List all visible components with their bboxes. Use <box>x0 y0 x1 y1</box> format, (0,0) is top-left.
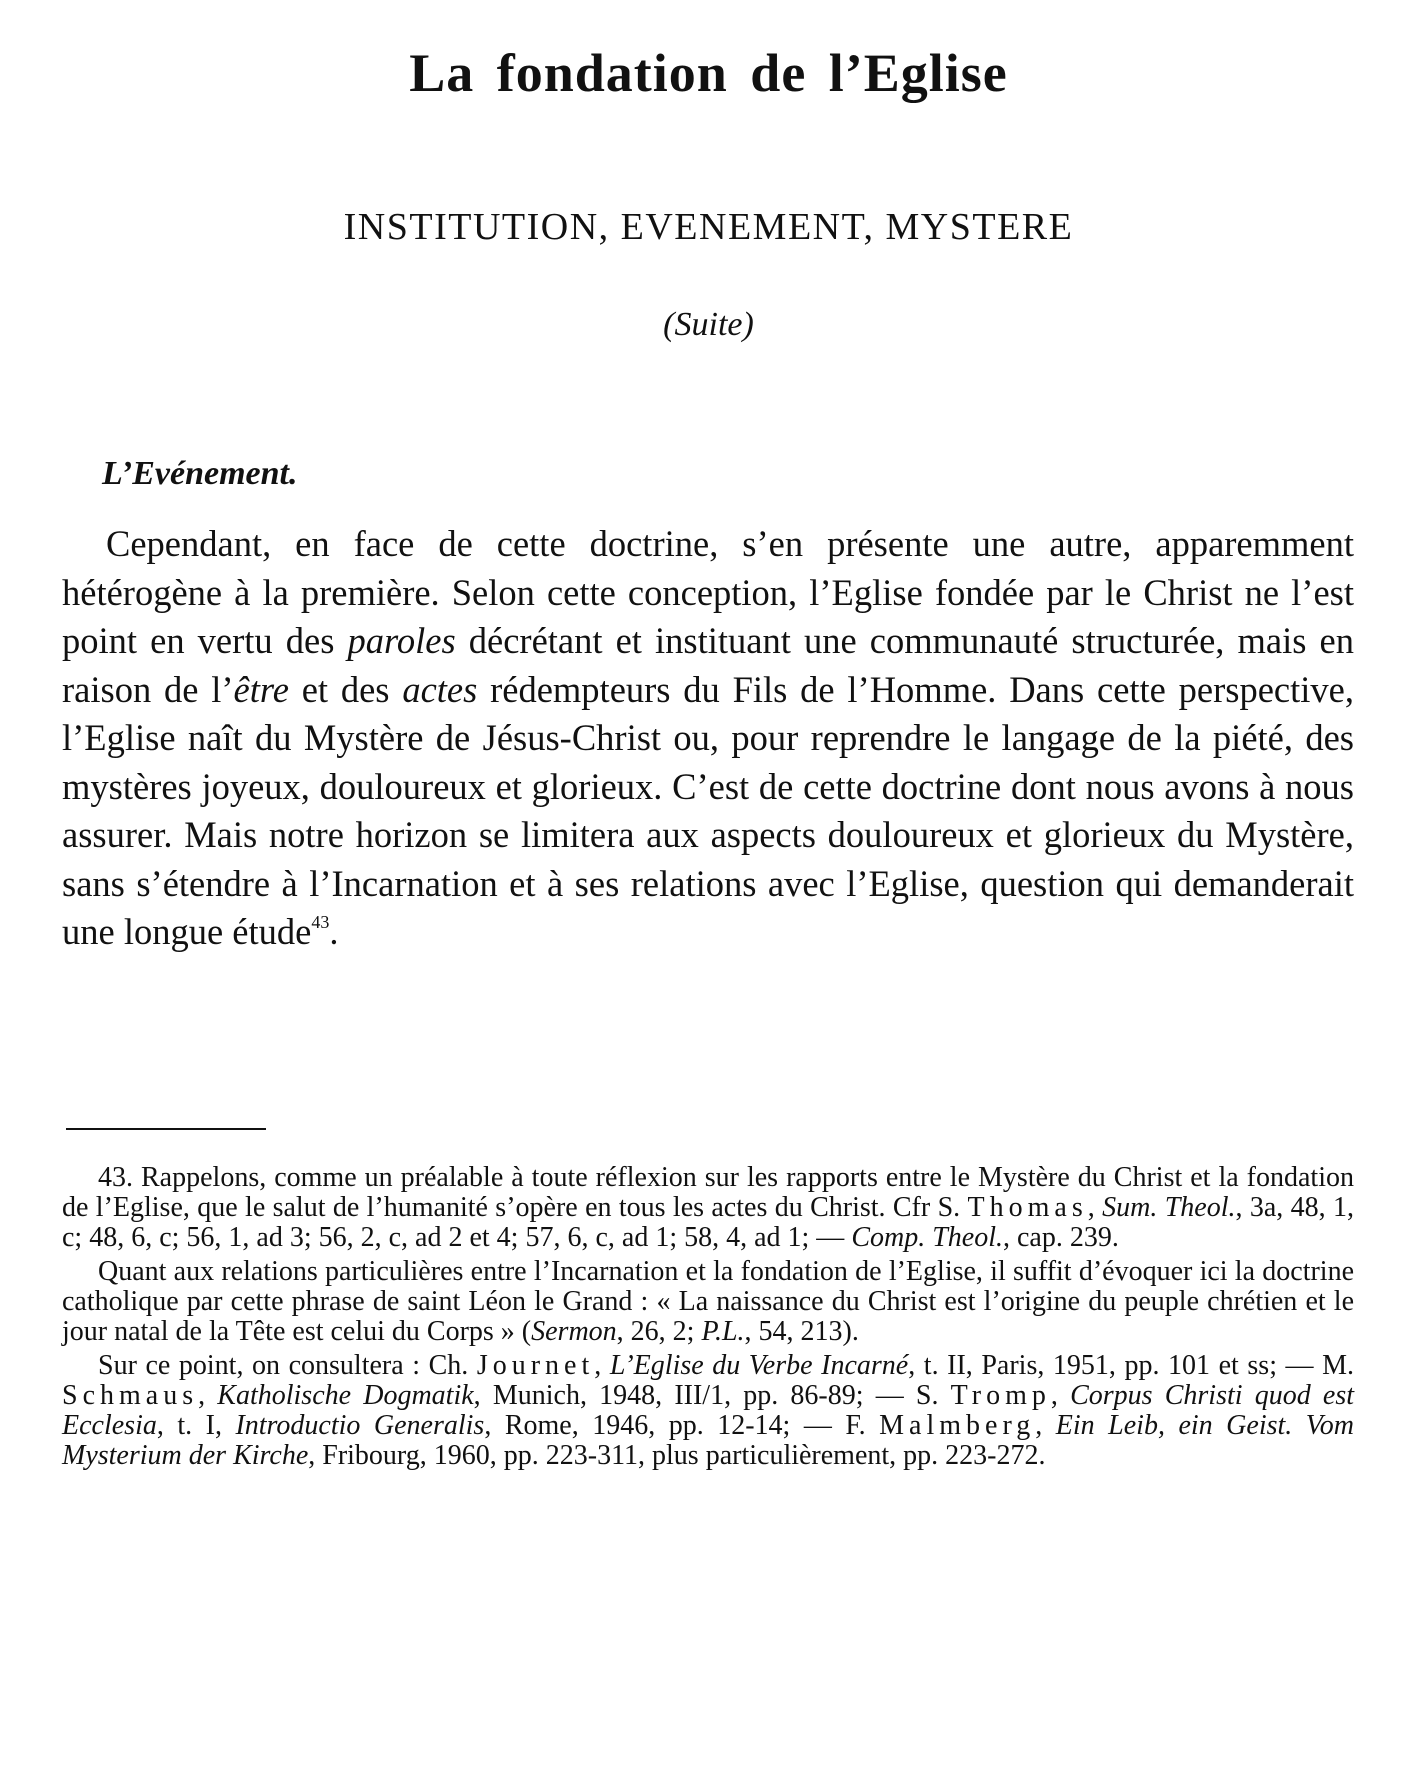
body-text-segment: décrétant et instituant une communauté structurée, mais en raison de l’ <box>62 620 1354 710</box>
footnotes <box>62 1163 1354 1475</box>
footnote-work-title: Ein Leib, ein Geist. Vom Mysterium der Kirche <box>62 1410 1354 1471</box>
footnote-work-title: Comp. Theol. <box>851 1222 1003 1253</box>
footnote-text: , t. I, <box>156 1410 236 1441</box>
footnote-text: , Rome, 1946, pp. 12-14; — F. <box>484 1410 880 1441</box>
page-title: La fondation de l’Eglise <box>409 43 1008 103</box>
footnote-text: , <box>198 1380 218 1411</box>
body-paragraph <box>62 520 1354 957</box>
footnote-work-title: L’Eglise du Verbe Incarné <box>609 1350 909 1381</box>
footnote-paragraph-incarnation <box>62 1257 1354 1347</box>
footnote-divider <box>66 1128 266 1130</box>
body-italic-word: être <box>233 668 289 710</box>
footnote-author: Thomas <box>967 1192 1088 1223</box>
footnote-work-title: Sermon <box>531 1316 617 1347</box>
footnote-author: Tromp <box>950 1380 1051 1411</box>
footnote-text: , t. II, Paris, 1951, pp. 101 et ss; — M. <box>908 1350 1355 1381</box>
footnote-text: , Fribourg, 1960, pp. 223-311, plus particulièrement, pp. 223-272. <box>308 1440 1046 1471</box>
footnote-author: Journet <box>476 1350 595 1381</box>
footnote-text: , <box>1035 1410 1056 1441</box>
footnote-author: Malmberg <box>879 1410 1036 1441</box>
footnote-work-title: Katholische Dogmatik <box>217 1380 474 1411</box>
section-heading: L’Evénement. <box>102 455 298 492</box>
body-text-segment: Cependant, en face de cette doctrine, s’en présente une autre, apparemment hétérogène à la première. Selon cette conception, l’Eglise fondée par le Christ ne l’est point en vertu des <box>62 523 1354 661</box>
footnote-text: , cap. 239. <box>1003 1222 1119 1253</box>
body-italic-word: paroles <box>347 620 456 661</box>
footnote-text: Sur ce point, on consultera : Ch. <box>98 1350 477 1381</box>
footnote-text: , 54, 213). <box>744 1316 859 1347</box>
footnote-text: 43. Rappelons, comme un préalable à toute réflexion sur les rapports entre le Mystère du Christ et la fondation de l’Eglise, que le salut de l’humanité s’opère en tous les actes du Christ. Cfr S. <box>62 1162 1354 1223</box>
footnote-paragraph-bibliography <box>62 1351 1354 1471</box>
footnote-text: , Munich, 1948, III/1, pp. 86-89; — S. <box>473 1380 951 1411</box>
page-subtitle: INSTITUTION, EVENEMENT, MYSTERE <box>343 206 1074 248</box>
footnote-work-title: Introductio Generalis <box>235 1410 485 1441</box>
footnote-author: Schmaus <box>62 1380 199 1411</box>
footnote-43 <box>62 1163 1354 1253</box>
body-text-segment: et des <box>288 668 403 710</box>
body-italic-word: actes <box>402 668 478 710</box>
body-text-segment: . <box>329 911 339 952</box>
footnote-reference: 43 <box>311 912 330 932</box>
footnote-text: , 3a, 48, 1, c; 48, 6, c; 56, 1, ad 3; 56, 2, c, ad 2 et 4; 57, 6, c, ad 1; 58, 4, ad 1; — <box>62 1192 1355 1253</box>
footnote-work-title: Corpus Christi quod est Ecclesia <box>62 1380 1354 1441</box>
body-text-segment: rédempteurs du Fils de l’Homme. Dans cette perspective, l’Eglise naît du Mystère de Jésus-Christ ou, pour reprendre le langage de la piété, des mystères joyeux, douloureux et glorieux. C’est de cette doctrine dont nous avons à nous assurer. Mais notre horizon se limitera aux aspects douloureux et glorieux du Mystère, sans s’étendre à l’Incarnation et à ses relations avec l’Eglise, question qui demanderait une longue étude <box>62 668 1354 952</box>
footnote-text: , <box>594 1350 610 1381</box>
footnote-text: Quant aux relations particulières entre l’Incarnation et la fondation de l’Eglise, il suffit d’évoquer ici la doctrine catholique par cette phrase de saint Léon le Grand : « La naissance du Christ est l’origine du peuple chrétien et le jour natal de la Tête est celui du Corps » ( <box>62 1256 1354 1347</box>
footnote-work-title: P.L. <box>701 1316 745 1347</box>
footnote-text: , <box>1050 1380 1071 1411</box>
footnote-text: , 26, 2; <box>616 1316 702 1347</box>
footnote-text: , <box>1087 1192 1103 1223</box>
continuation-label: (Suite) <box>663 306 754 343</box>
footnote-work-title: Sum. Theol. <box>1102 1192 1236 1223</box>
